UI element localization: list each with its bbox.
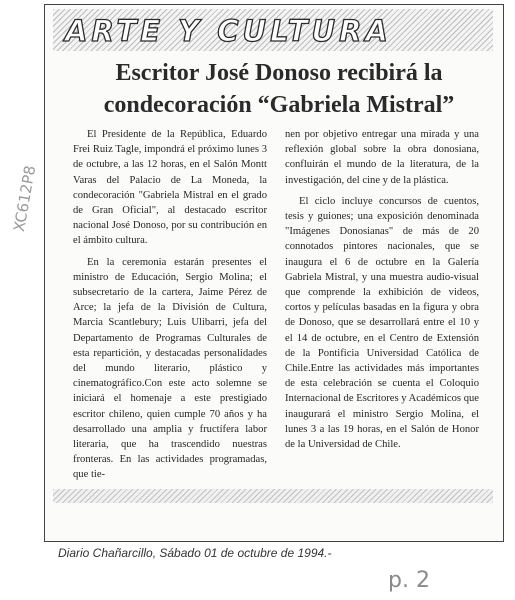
article-column-2 xyxy=(285,127,479,472)
source-citation: Diario Chañarcillo, Sábado 01 de octubre de 1994.- xyxy=(58,546,332,560)
footer-rule xyxy=(53,489,493,503)
section-title: ARTE Y CULTURA xyxy=(65,14,392,48)
paragraph: En la ceremonia estarán presentes el ministro de Educación, Sergio Molina; el subsecretario de la cartera, Jaime Pérez de Arce; la jefa de la División de Cultura, Marcia Scantlebury; Luis Ulibarri, jefa del Departamento de Programas Culturales de esta repartición, y destacadas personalidades del mundo literario, plástico y cinematográfico.Con este acto solemne se iniciará el homenaje a este prestigiado escritor chileno, quien cumple 70 años y ha desarrollado una amplia y fructífera labor literaria, que ha trascendido nuestras fronteras. En las actividades programadas, que tie- xyxy=(73,256,267,481)
paragraph: El Presidente de la República, Eduardo Frei Ruiz Tagle, impondrá el próximo lunes 3 de octubre, a las 12 horas, en el Salón Montt Varas del Palacio de La Moneda, la condecoración "Gabriela Mistral en el grado de Gran Oficial", al destacado escritor nacional José Donoso, por su contribución en el ámbito cultura. xyxy=(73,129,267,247)
newspaper-clipping xyxy=(44,4,504,542)
article-headline: Escritor José Donoso recibirá la condecoración “Gabriela Mistral” xyxy=(103,60,455,118)
paragraph: El ciclo incluye concursos de cuentos, tesis y guiones; una exposición denominada "Imágenes Donosianas" de más de 20 connotados pintores nacionales, que se inaugura el 6 de octubre en la Galería Gabriela Mistral, y una muestra audio-visual que comprende la exhibición de videos, cortos y películas basadas en la figura y obra de Donoso, que se desarrollará entre el 10 y el 14 de octubre, en el Centro de Extensión de la Pontificia Universidad Católica de Chile.Entre las actividades más importantes de esta celebración se cuenta el Coloquio Internacional de Escritores y Académicos que inaugurará el ministro Sergio Molina, el lunes 3 a las 19 horas, en el Salón de Honor de la Universidad de Chile. xyxy=(285,195,479,451)
handwritten-page-number: p. 2 xyxy=(388,568,430,593)
section-banner xyxy=(53,9,493,51)
article-body xyxy=(73,127,479,481)
handwritten-archive-code: XC612P8 xyxy=(10,164,40,234)
paragraph: nen por objetivo entregar una mirada y una reflexión global sobre la obra donosiana, confluirán el mundo de la literatura, de la investigación, del cine y de la plástica. xyxy=(285,129,479,186)
article-column-1 xyxy=(73,127,267,481)
